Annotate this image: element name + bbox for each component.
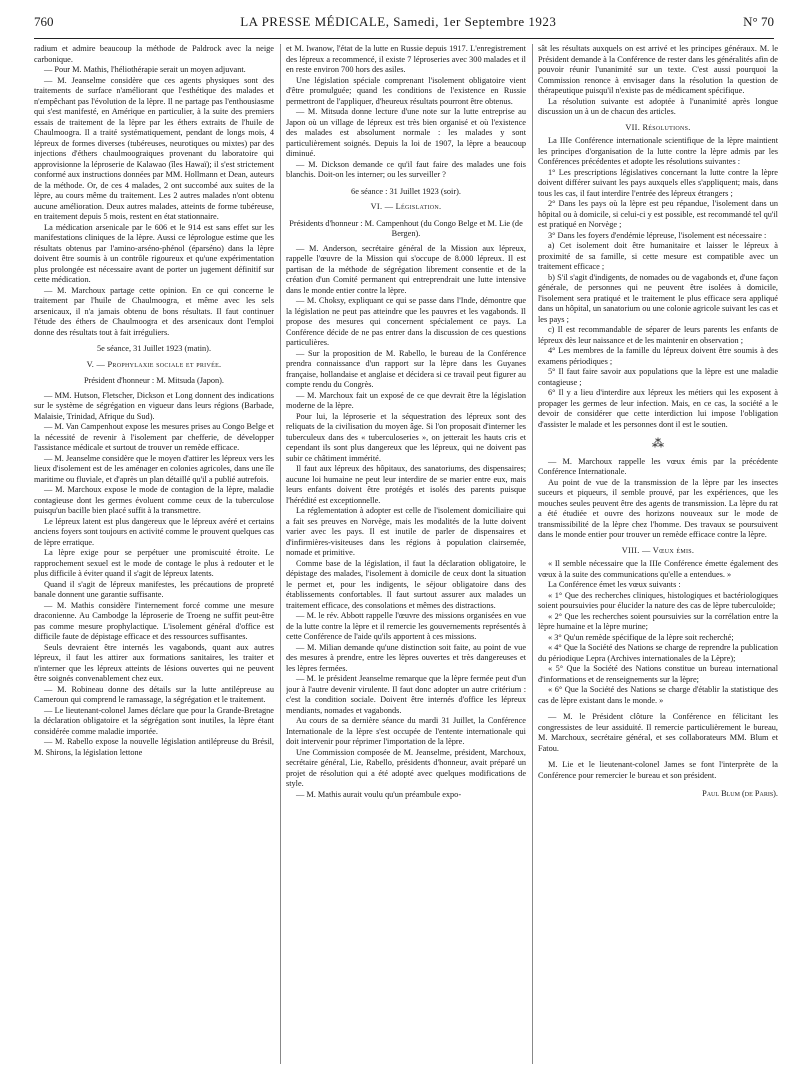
honorary-president: Président d'honneur : M. Mitsuda (Japon).	[84, 376, 224, 385]
paragraph: Il faut aux lépreux des hôpitaux, des sanatoriums, des dispensaires; aucune loi humaine ne peut leur interdire de se marier entre eux, mais leurs enfants doivent être protégés et isolés des parents puisque l'hérédité est exceptionnelle.	[286, 464, 526, 505]
wish-item: « 4° Que la Société des Nations se charge de reprendre la publication du périodique Lepra (Archives internationales de la Lèpre);	[538, 643, 778, 663]
paragraph: et M. Iwanow, l'état de la lutte en Russie depuis 1917. L'enregistrement des lépreux a recommencé, il existe 7 léproseries avec 300 malades et il en reste environ 700 hors des asiles.	[286, 44, 526, 74]
section-heading: VII. Résolutions.	[625, 122, 691, 132]
resolution-item: 6° Il y a lieu d'interdire aux lépreux les métiers qui les exposent à propager les germes de leur infection. Mais, en ce cas, la société a le devoir de considérer que cette interdiction lui impose l'obligation d'assister le malade et les personnes dont il est le soutien.	[538, 388, 778, 429]
page-number: 760	[34, 14, 54, 29]
asterism-separator: ⁂	[652, 436, 664, 450]
column-3	[538, 44, 778, 1072]
paragraph: — M. le rév. Abbott rappelle l'œuvre des missions organisées en vue de la lutte contre la lèpre et il remercie les gouvernements représentés à cette Conférence de l'aide qu'ils apportent à ces missions.	[286, 611, 526, 641]
paragraph: — Pour M. Mathis, l'héliothérapie serait un moyen adjuvant.	[44, 65, 246, 74]
wish-item: « 2° Que les recherches soient poursuivies sur la corrélation entre la lèpre humaine et la lèpre murine;	[538, 611, 778, 631]
paragraph: — M. Mitsuda donne lecture d'une note sur la lutte entreprise au Japon où un village de lépreux est très bien organisé et où l'existence des malades est absolument normale : les malades y sont particulièrement soignés. Depuis la loi de 1907, la lèpre a beaucoup diminué.	[286, 107, 526, 158]
paragraph: La IIIe Conférence internationale scientifique de la lèpre maintient les principes d'organisation de la lutte contre la lèpre admis par les Conférences précédentes et adopte les résolutions suivantes :	[538, 136, 778, 166]
paragraph: — M. Dickson demande ce qu'il faut faire des malades une fois blanchis. Doit-on les interner; ou les surveiller ?	[286, 159, 526, 179]
paragraph: — M. Robineau donne des détails sur la lutte antilépreuse au Cameroun qui comprend le ramassage, la ségrégation et le traitement.	[34, 684, 274, 704]
paragraph: La Conférence émet les vœux suivants :	[548, 580, 681, 589]
paragraph: Une législation spéciale comprenant l'isolement obligatoire vient d'être promulguée; quand les conditions de l'existence en Russie permettront de l'appliquer, d'heureux résultats pourront être obtenus.	[286, 75, 526, 106]
resolution-item: 3° Dans les foyers d'endémie lépreuse, l'isolement est nécessaire :	[548, 230, 767, 240]
paragraph: Comme base de la législation, il faut la déclaration obligatoire, le dépistage des malades, l'isolement à domicile de ceux dont la situation le permet et, pour les indigents, le séjour obligatoire dans des établissements confortables. Il faut surtout assurer aux malades un traitement efficace, des consolations et mêmes des distractions.	[286, 558, 526, 610]
section-heading: V. — Prophylaxie sociale et privée.	[86, 359, 222, 369]
column-2	[286, 44, 526, 1072]
resolution-item: 4° Les membres de la famille du lépreux doivent être soumis à des examens périodiques ;	[538, 346, 778, 366]
paragraph: — M. Choksy, expliquant ce qui se passe dans l'Inde, démontre que la législation ne peut pas atteindre que les pauvres et les vagabonds. Il propose des mesures qui concernent spécialement ce pays. La Conférence décide de ne pas entrer dans la discussion de ces questions particulières.	[286, 296, 526, 347]
issue-number: N° 70	[743, 14, 774, 29]
paragraph: « Il semble nécessaire que la IIIe Conférence émette également des vœux à la suite des communications qu'elle a entendues. »	[538, 559, 778, 579]
column-divider	[532, 44, 533, 1064]
paragraph: Au cours de sa dernière séance du mardi 31 Juillet, la Conférence Internationale de la lèpre s'est occupée de l'entente internationale qui doit intervenir pour réprimer l'importation de la lèpre.	[286, 716, 526, 746]
resolution-item: 1° Les prescriptions législatives concernant la lutte contre la lèpre doivent différer suivant les pays auxquels elles s'appliquent; mais, dans tous les cas, il faut interdire l'entrée des lépreux étrangers ;	[538, 167, 778, 198]
section-heading: VI. — Législation.	[370, 202, 442, 211]
paragraph: Le lépreux latent est plus dangereux que le lépreux avéré et certains anciens foyers sont toujours en activité comme le prouvent quelques cas de lèpre erratique.	[34, 516, 274, 547]
paragraph: Une Commission composée de M. Jeanselme, président, Marchoux, secrétaire général, Lie, Rabello, présidents d'honneur, avait préparé un projet de résolution qui a été adopté avec quelques modifications de style.	[286, 747, 526, 788]
paragraph: Au point de vue de la transmission de la lèpre par les insectes suceurs et piqueurs, il semble prouvé, par les expériences, que les mouches seules peuvent être des agents de transmission. La lèpre du rat a été étudiée et ouvre des horizons nouveaux sur le mode de transmissibilité de la lèpre chez l'homme. Des travaux se poursuivent dans le monde entier pour trouver un remède efficace contre la lèpre.	[538, 477, 778, 539]
paragraph: — M. Jeanselme considère que ces agents physiques sont des traitements de surface n'améliorant que l'esthétique des malades et n'empêchant pas l'évolution de la lèpre. Il ne partage pas l'enthousiasme qui s'est manifesté, en Amérique en particulier, à la suite des premiers essais de traitement de la lèpre par les éthers extraits de l'huile de Chaulmoogra. Il a traité systématiquement, pendant de longs mois, 4 lépreux de formes diverses (tubéreuses, neurotiques ou mixtes) par des injections d'éthers chaulmoograiques provenant du laboratoire qui approvisionne la léproserie de Kalawao (îles Hawaï); il s'est strictement conformé aux instructions données par MM. Hollmann et Dean, auteurs de la méthode. Or, de ces 4 malades, 2 ont succombé aux suites de la lèpre, au cours même du traitement. Les 2 autres malades n'ont obtenu aucune amélioration. Deux autres malades, atteints de forme tubéreuse, en traitement depuis 5 mois, restent en état stationnaire.	[34, 75, 274, 221]
paragraph: — M. Mathis considère l'internement forcé comme une mesure draconienne. Au Cambodge la léproserie de Troeng ne suffit peut-être pas comme mesure prophylactique. L'isolement général d'office est difficile faute de dépistage efficace et des ressources suffisantes.	[34, 600, 274, 641]
paragraph: — M. Anderson, secrétaire général de la Mission aux lépreux, rappelle l'œuvre de la Mission qui s'occupe de 8.000 lépreux. Il est partisan de la méthode de ségrégation librement consentie et de la création d'un Comité permanent qui entreprendrait une lutte intensive dans le monde entier contre la lèpre.	[286, 243, 526, 295]
paragraph: — M. Rabello expose la nouvelle législation antilépreuse du Brésil, M. Shirons, la législation lettone	[34, 737, 274, 757]
paragraph: radium et admire beaucoup la méthode de Paldrock avec la neige carbonique.	[34, 44, 274, 64]
session-heading: 5e séance, 31 Juillet 1923 (matin).	[96, 344, 212, 353]
section-heading: VIII. — Vœux émis.	[621, 545, 695, 555]
resolution-item: 5° Il faut faire savoir aux populations que la lèpre est une maladie contagieuse ;	[538, 367, 778, 387]
paragraph: — M. Marchoux partage cette opinion. En ce qui concerne le traitement par l'huile de Chaulmoogra, et même avec les sels arsenicaux, il n'a jamais obtenu de bons résultats. Il faut continuer l'étude des éthers de Chaulmoogra et des arsenicaux dont l'emploi donne des résultats tout à fait irréguliers.	[34, 285, 274, 337]
wish-item: « 3° Qu'un remède spécifique de la lèpre soit recherché;	[548, 632, 734, 642]
paragraph: sât les résultats auxquels on est arrivé et les principes généraux. M. le Président demande à la Conférence de rester dans les généralités afin de pouvoir réunir l'unanimité sur un texte. C'est aussi pourquoi la Commission renonce à envisager dans la résolution la question de thérapeutique puisqu'il n'existe pas de médicament spécifique.	[538, 44, 778, 95]
resolution-item: c) Il est recommandable de séparer de leurs parents les enfants de lépreux dès leur naissance et de les maintenir en observation ;	[538, 325, 778, 345]
paragraph: — M. le Président clôture la Conférence en félicitant les congressistes de leur assiduité. Il remercie particulièrement le bureau, M. Marchoux, secrétaire général, et ses collaborateurs MM. Blum et Fatou.	[538, 712, 778, 753]
page-header	[34, 14, 774, 36]
paragraph: La médication arsenicale par le 606 et le 914 est sans effet sur les manifestations cliniques de la lèpre. Aussi ce léprologue estime que les résultats obtenus par l'amino-arséno-phénol (éparséno) dans la lèpre doivent être soumis à un contrôle rigoureux et qu'une expérimentation plus prolongée est nécessaire avant de porter un jugement définitif sur cette médication.	[34, 222, 274, 284]
resolution-item: b) S'il s'agit d'indigents, de nomades ou de vagabonds et, d'une façon générale, de personnes qui ne peuvent être isolées à domicile, l'isolement sera pratiqué et le traitement le plus efficace sera appliqué dans un hôpital, un sanatorium ou une colonie agricole suivant les cas et les pays ;	[538, 272, 778, 324]
paragraph: — M. Van Campenhout expose les mesures prises au Congo Belge et la nécessité de revenir à l'isolement par chefferie, de développer l'assistance médicale et surtout de trouver un remède efficace.	[34, 422, 274, 452]
column-1	[34, 44, 274, 1072]
paragraph: Pour lui, la léproserie et la séquestration des lépreux sont des reliquats de la civilisation du moyen âge. Si l'on proposait d'interner les tuberculeux dans des « tuberculoseries », on jetterait les hauts cris et cependant ils sont plus dangereux que les lépreux, qui ne doivent pas subir ce châtiment immérité.	[286, 411, 526, 463]
paragraph: La résolution suivante est adoptée à l'unanimité après longue discussion un à un de chacun des articles.	[538, 96, 778, 116]
paragraph: Quand il s'agit de lépreux manifestes, les précautions de propreté banale donnent une garantie suffisante.	[34, 579, 274, 599]
paragraph: — M. Marchoux rappelle les vœux émis par la précédente Conférence Internationale.	[538, 456, 778, 476]
paragraph: La réglementation à adopter est celle de l'isolement domiciliaire qui a fait ses preuves en Norvège, mais les modalités de la lutte doivent varier avec les pays. Il est inutile de parler de dispensaires et d'infirmières-visiteuses dans les régions à population clairsemée, nomade et primitive.	[286, 506, 526, 557]
author-signature: Paul Blum (de Paris).	[702, 789, 778, 798]
session-heading: 6e séance : 31 Juillet 1923 (soir).	[351, 186, 461, 196]
paragraph: — M. le président Jeanselme remarque que la lèpre fermée peut d'un jour à l'autre devenir virulente. Il faut donc adopter un autre critérium : c'est la condition sociale. Doivent être internés d'office les lépreux mendiants, nomades et vagabonds.	[286, 674, 526, 715]
paragraph: — M. Mathis aurait voulu qu'un préambule expo-	[296, 789, 462, 799]
honorary-president: Présidents d'honneur : M. Campenhout (du Congo Belge et M. Lie (de Bergen).	[289, 218, 523, 238]
wish-item: « 1° Que des recherches cliniques, histologiques et bactériologiques soient poursuivies pour élucider la nature des cas de lèpre tuberculoïde;	[538, 590, 778, 610]
column-divider	[280, 44, 281, 1064]
paragraph: M. Lie et le lieutenant-colonel James se font l'interprète de la Conférence pour remercier le bureau et son président.	[538, 760, 778, 780]
wish-item: « 5° Que la Société des Nations constitue un bureau international d'informations et de renseignements sur la lèpre;	[538, 664, 778, 684]
paragraph: — MM. Hutson, Fletscher, Dickson et Long donnent des indications sur le système de ségrégation en vigueur dans leurs régions (Barbade, Malaisie, Trinidad, Afrique du Sud).	[34, 390, 274, 421]
journal-title: LA PRESSE MÉDICALE, Samedi, 1er Septembre 1923	[240, 14, 557, 29]
paragraph: — Sur la proposition de M. Rabello, le bureau de la Conférence prendra connaissance d'un rapport sur la lèpre dans les Guyanes française, hollandaise et anglaise et décidera si ce travail peut figurer au compte rendu du Congrès.	[286, 348, 526, 389]
paragraph: — M. Marchoux fait un exposé de ce que devrait être la législation moderne de la lèpre.	[286, 390, 526, 410]
wish-item: « 6° Que la Société des Nations se charge d'établir la statistique des cas de lèpre existant dans le monde. »	[538, 685, 778, 705]
paragraph: La lèpre exige pour se perpétuer une promiscuité étroite. Le rapprochement sexuel est le mode de contage le plus à redouter et le plus difficile à éviter quand il s'agit de lépreux latents.	[34, 548, 274, 578]
header-rule	[34, 38, 774, 39]
paragraph: Seuls devraient être internés les vagabonds, quant aux autres lépreux, il faut les attirer aux formations sanitaires, les traiter et n'interner que les lépreux atteints de lésions ouvertes qui ne peuvent être soignés convenablement chez eux.	[34, 642, 274, 683]
resolution-item: 2° Dans les pays où la lèpre est peu répandue, l'isolement dans un hôpital ou à domicile, si celui-ci y est possible, est recommandé tel qu'il est pratiqué en Norvège ;	[538, 199, 778, 229]
paragraph: — M. Milian demande qu'une distinction soit faite, au point de vue des mesures à prendre, entre les lèpres ouvertes et très dangereuses et les lèpres fermées.	[286, 642, 526, 673]
resolution-item: a) Cet isolement doit être humanitaire et laisser le lépreux à proximité de sa famille, si cette mesure est compatible avec un traitement efficace ;	[538, 241, 778, 271]
paragraph: — Le lieutenant-colonel James déclare que pour la Grande-Bretagne la déclaration obligatoire et la ségrégation sont inutiles, la lèpre étant considérée comme maladie importée.	[34, 705, 274, 736]
paragraph: — M. Jeanselme considère que le moyen d'attirer les lépreux vers les lieux d'isolement est de les aménager en colonies agricoles, dans une île maritime ou fluviale, et d'après un plan détaillé qu'il a publié autrefois.	[34, 453, 274, 484]
paragraph: — M. Marchoux expose le mode de contagion de la lèpre, maladie contagieuse dont les germes évoluent comme ceux de la tuberculose puisqu'un bacille bien placé suffit à la transmettre.	[34, 485, 274, 515]
